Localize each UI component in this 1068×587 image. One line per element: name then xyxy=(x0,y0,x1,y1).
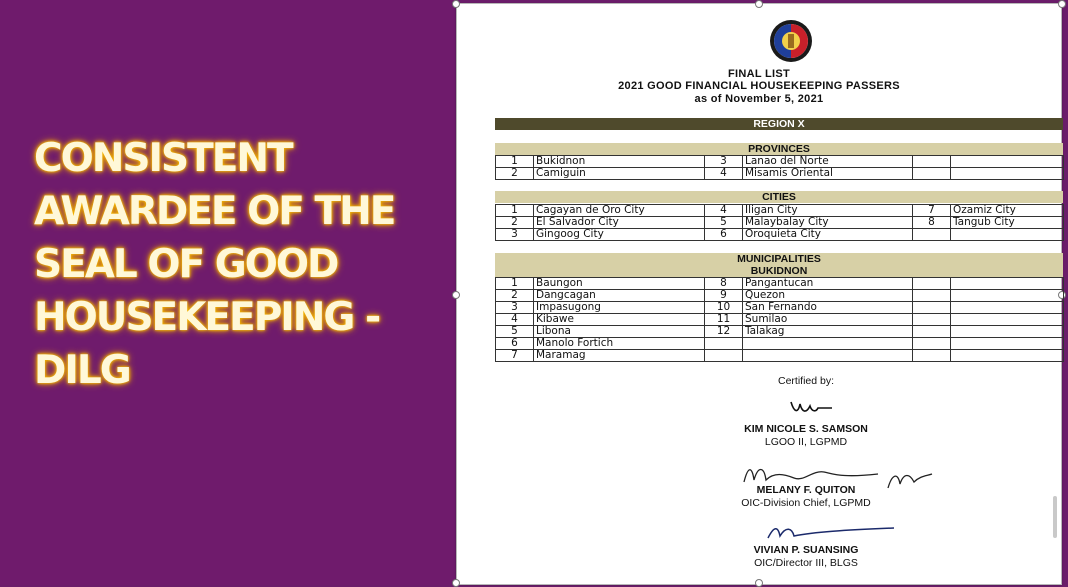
row-number-cell: 4 xyxy=(496,314,534,326)
cities-table xyxy=(495,204,1064,241)
row-number-cell: 7 xyxy=(496,350,534,362)
city-row xyxy=(496,217,1064,229)
row-number-cell xyxy=(705,338,743,350)
signatory-3-position: OIC/Director III, BLGS xyxy=(754,557,858,569)
provinces-header: PROVINCES xyxy=(495,143,1063,155)
row-number-cell: 2 xyxy=(496,168,534,180)
row-number-cell xyxy=(913,350,951,362)
name-cell xyxy=(951,278,1064,290)
name-cell: Cagayan de Oro City xyxy=(534,205,705,217)
region-header: REGION X xyxy=(495,118,1063,130)
scrollbar-thumb[interactable] xyxy=(1053,496,1057,538)
row-number-cell: 6 xyxy=(705,229,743,241)
name-cell: Dangcagan xyxy=(534,290,705,302)
row-number-cell: 5 xyxy=(705,217,743,229)
provinces-table xyxy=(495,155,1064,180)
name-cell xyxy=(951,290,1064,302)
name-cell: Tangub City xyxy=(951,217,1064,229)
name-cell: Gingoog City xyxy=(534,229,705,241)
municipalities-header: MUNICIPALITIES xyxy=(495,253,1063,265)
row-number-cell xyxy=(913,302,951,314)
city-row xyxy=(496,205,1064,217)
row-number-cell: 3 xyxy=(496,229,534,241)
row-number-cell xyxy=(913,290,951,302)
name-cell: Misamis Oriental xyxy=(743,168,913,180)
name-cell: Impasugong xyxy=(534,302,705,314)
resize-handle-bottom-center[interactable] xyxy=(755,579,763,587)
name-cell: Talakag xyxy=(743,326,913,338)
municipalities-table xyxy=(495,277,1064,362)
signatory-2-position: OIC-Division Chief, LGPMD xyxy=(741,497,871,509)
row-number-cell xyxy=(913,338,951,350)
row-number-cell: 10 xyxy=(705,302,743,314)
row-number-cell xyxy=(913,168,951,180)
row-number-cell: 11 xyxy=(705,314,743,326)
headline: CONSISTENT AWARDEE OF THE SEAL OF GOOD HOUSEKEEPING - DILG xyxy=(34,136,395,393)
row-number-cell: 1 xyxy=(496,205,534,217)
signatory-2-name: MELANY F. QUITON xyxy=(756,484,856,496)
row-number-cell xyxy=(913,229,951,241)
name-cell: Lanao del Norte xyxy=(743,156,913,168)
row-number-cell xyxy=(705,350,743,362)
municipality-row xyxy=(496,302,1064,314)
row-number-cell xyxy=(913,278,951,290)
municipality-row xyxy=(496,278,1064,290)
cities-header: CITIES xyxy=(495,191,1063,203)
name-cell: Kibawe xyxy=(534,314,705,326)
name-cell: Libona xyxy=(534,326,705,338)
name-cell xyxy=(951,350,1064,362)
municipality-row xyxy=(496,350,1064,362)
name-cell xyxy=(951,314,1064,326)
name-cell xyxy=(951,326,1064,338)
row-number-cell: 6 xyxy=(496,338,534,350)
document-title-1: FINAL LIST xyxy=(727,68,791,80)
province-row xyxy=(496,156,1064,168)
name-cell xyxy=(743,350,913,362)
signature-icon xyxy=(788,396,836,418)
name-cell: San Fernando xyxy=(743,302,913,314)
name-cell xyxy=(951,338,1064,350)
resize-handle-bottom-left[interactable] xyxy=(452,579,460,587)
dilg-seal-icon xyxy=(760,19,822,63)
municipality-row xyxy=(496,314,1064,326)
bukidnon-subheader: BUKIDNON xyxy=(495,265,1063,277)
city-row xyxy=(496,229,1064,241)
name-cell: Ozamiz City xyxy=(951,205,1064,217)
row-number-cell: 2 xyxy=(496,217,534,229)
name-cell xyxy=(951,229,1064,241)
document-title-3: as of November 5, 2021 xyxy=(694,93,824,105)
row-number-cell: 7 xyxy=(913,205,951,217)
name-cell: Manolo Fortich xyxy=(534,338,705,350)
row-number-cell: 3 xyxy=(496,302,534,314)
signatory-3-name: VIVIAN P. SUANSING xyxy=(753,544,859,556)
name-cell: El Salvador City xyxy=(534,217,705,229)
province-row xyxy=(496,168,1064,180)
name-cell xyxy=(743,338,913,350)
name-cell: Pangantucan xyxy=(743,278,913,290)
row-number-cell xyxy=(913,314,951,326)
row-number-cell: 8 xyxy=(705,278,743,290)
resize-handle-middle-left[interactable] xyxy=(452,291,460,299)
row-number-cell: 3 xyxy=(705,156,743,168)
name-cell: Bukidnon xyxy=(534,156,705,168)
municipality-row xyxy=(496,338,1064,350)
row-number-cell: 12 xyxy=(705,326,743,338)
row-number-cell: 1 xyxy=(496,156,534,168)
signature-icon xyxy=(764,522,904,544)
name-cell: Baungon xyxy=(534,278,705,290)
name-cell xyxy=(951,168,1064,180)
name-cell: Camiguin xyxy=(534,168,705,180)
row-number-cell: 5 xyxy=(496,326,534,338)
signatory-1-name: KIM NICOLE S. SAMSON xyxy=(744,423,868,435)
row-number-cell: 4 xyxy=(705,168,743,180)
row-number-cell: 1 xyxy=(496,278,534,290)
row-number-cell: 9 xyxy=(705,290,743,302)
name-cell: Malaybalay City xyxy=(743,217,913,229)
signatory-1-position: LGOO II, LGPMD xyxy=(764,436,848,448)
municipality-row xyxy=(496,326,1064,338)
name-cell: Oroquieta City xyxy=(743,229,913,241)
name-cell xyxy=(951,156,1064,168)
name-cell: Maramag xyxy=(534,350,705,362)
name-cell: Sumilao xyxy=(743,314,913,326)
name-cell: Quezon xyxy=(743,290,913,302)
document-title-2: 2021 GOOD FINANCIAL HOUSEKEEPING PASSERS xyxy=(618,80,900,92)
row-number-cell: 8 xyxy=(913,217,951,229)
row-number-cell: 2 xyxy=(496,290,534,302)
resize-handle-top-right[interactable] xyxy=(1058,0,1066,8)
resize-handle-top-center[interactable] xyxy=(755,0,763,8)
resize-handle-top-left[interactable] xyxy=(452,0,460,8)
certified-by-label: Certified by: xyxy=(777,375,835,387)
name-cell: Iligan City xyxy=(743,205,913,217)
name-cell xyxy=(951,302,1064,314)
municipality-row xyxy=(496,290,1064,302)
row-number-cell: 4 xyxy=(705,205,743,217)
row-number-cell xyxy=(913,326,951,338)
row-number-cell xyxy=(913,156,951,168)
